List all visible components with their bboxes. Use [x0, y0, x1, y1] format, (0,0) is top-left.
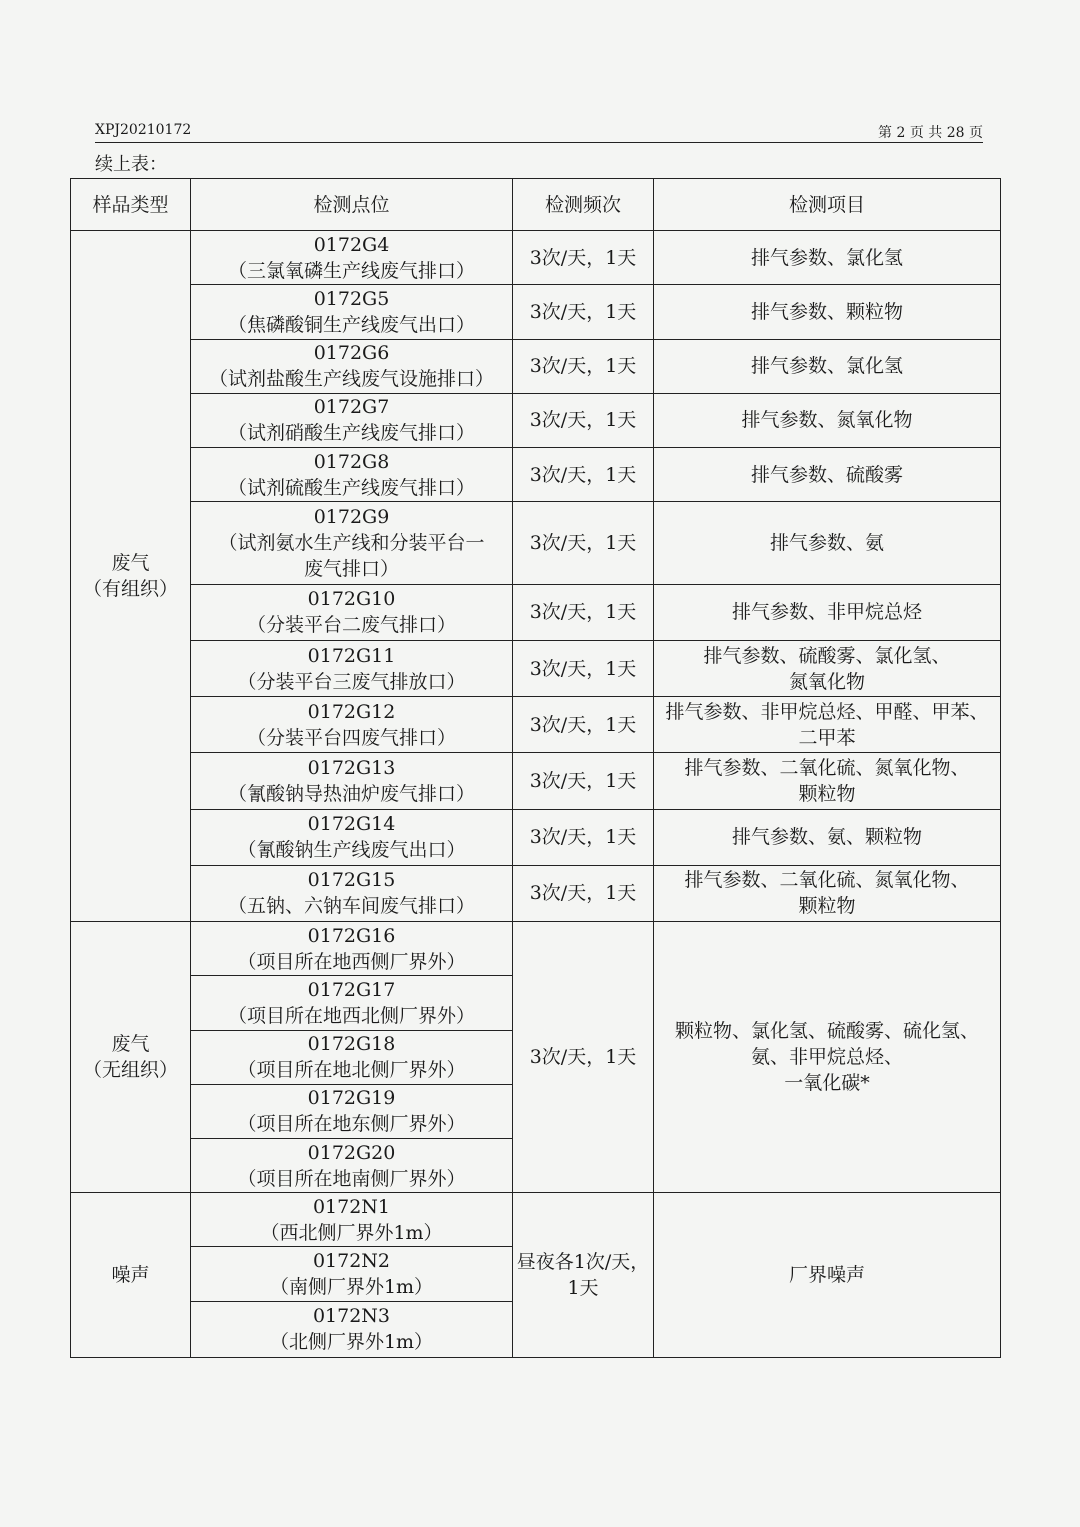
- table-row: [71, 339, 1001, 393]
- sample-type-text: （有组织）: [82, 578, 178, 601]
- location-cell: [191, 640, 513, 696]
- location-desc: （项目所在地东侧厂界外）: [237, 1113, 466, 1136]
- items-cell: [654, 448, 1001, 502]
- items-text: 排气参数、氯化氢: [750, 246, 903, 269]
- frequency-cell: [513, 339, 654, 393]
- items-text: 排气参数、硫酸雾: [750, 463, 903, 486]
- location-desc: （试剂硝酸生产线废气排口）: [227, 422, 475, 445]
- location-desc: （五钠、六钠车间废气排口）: [227, 895, 475, 918]
- location-code: 0172N2: [312, 1249, 391, 1272]
- frequency-cell: [513, 865, 654, 921]
- location-desc: （分装平台二废气排口）: [246, 614, 456, 637]
- frequency-cell: [513, 584, 654, 640]
- location-desc: （南侧厂界外1m）: [269, 1275, 434, 1298]
- location-cell: [191, 231, 513, 285]
- location-desc: （氰酸钠导热油炉废气排口）: [227, 782, 475, 805]
- column-header: 检测频次: [513, 179, 654, 231]
- continued-label: 续上表：: [95, 154, 167, 175]
- frequency-cell: [513, 809, 654, 865]
- sample-type-text: （无组织）: [82, 1059, 178, 1082]
- sample-type-cell: [71, 1193, 191, 1358]
- location-cell: [191, 1247, 513, 1301]
- items-cell: [654, 640, 1001, 696]
- location-desc: （试剂硫酸生产线废气排口）: [227, 476, 475, 499]
- frequency-text: 3次/天，1天: [529, 769, 637, 792]
- location-cell: [191, 697, 513, 753]
- items-text: 排气参数、氮氧化物: [741, 409, 913, 432]
- items-text: 排气参数、二氧化硫、氮氧化物、: [684, 869, 970, 892]
- location-desc: （分装平台四废气排口）: [246, 726, 456, 749]
- location-code: 0172N3: [312, 1305, 391, 1328]
- location-code: 0172G15: [307, 869, 396, 892]
- table-row: [71, 865, 1001, 921]
- location-cell: [191, 922, 513, 976]
- table-row: [71, 697, 1001, 753]
- location-cell: [191, 285, 513, 339]
- location-code: 0172G9: [313, 505, 390, 528]
- items-cell: [654, 1193, 1001, 1358]
- frequency-text: 3次/天，1天: [529, 713, 637, 736]
- frequency-text: 3次/天，1天: [529, 463, 637, 486]
- frequency-cell: [513, 1193, 654, 1358]
- items-cell: [654, 339, 1001, 393]
- items-cell: [654, 393, 1001, 447]
- items-text: 排气参数、非甲烷总烃: [731, 601, 922, 624]
- items-text: 一氧化碳*: [784, 1072, 870, 1095]
- location-desc: （项目所在地北侧厂界外）: [237, 1059, 466, 1082]
- frequency-cell: [513, 393, 654, 447]
- table-row: [71, 448, 1001, 502]
- location-cell: [191, 865, 513, 921]
- location-cell: [191, 753, 513, 809]
- column-header: 检测项目: [654, 179, 1001, 231]
- document-number: XPJ20210172: [95, 122, 192, 138]
- location-code: 0172G19: [307, 1087, 396, 1110]
- location-cell: [191, 448, 513, 502]
- items-text: 厂界噪声: [788, 1264, 865, 1287]
- table-row: [71, 584, 1001, 640]
- table-row: [71, 393, 1001, 447]
- frequency-cell: [513, 697, 654, 753]
- location-cell: [191, 393, 513, 447]
- location-code: 0172G16: [307, 924, 396, 947]
- frequency-text: 3次/天，1天: [529, 355, 637, 378]
- items-text: 颗粒物: [798, 782, 856, 805]
- location-code: 0172G10: [307, 588, 396, 611]
- location-desc: （项目所在地西北侧厂界外）: [227, 1004, 475, 1027]
- location-cell: [191, 1193, 513, 1247]
- location-code: 0172G20: [307, 1141, 396, 1164]
- location-desc: （试剂盐酸生产线废气设施排口）: [208, 368, 494, 391]
- frequency-text: 3次/天，1天: [529, 1046, 637, 1069]
- monitoring-table: [70, 178, 1001, 1358]
- frequency-cell: [513, 753, 654, 809]
- table-row: [71, 502, 1001, 584]
- items-text: 排气参数、二氧化硫、氮氧化物、: [684, 756, 970, 779]
- frequency-text: 3次/天，1天: [529, 882, 637, 905]
- location-cell: [191, 976, 513, 1030]
- location-desc: （项目所在地西侧厂界外）: [237, 950, 466, 973]
- table-row: [71, 231, 1001, 285]
- sample-type-text: 废气: [111, 1033, 150, 1056]
- location-desc: （焦磷酸铜生产线废气出口）: [227, 314, 475, 337]
- location-code: 0172G12: [307, 700, 396, 723]
- table-row: [71, 809, 1001, 865]
- sample-type-cell: [71, 231, 191, 922]
- items-cell: [654, 584, 1001, 640]
- frequency-cell: [513, 448, 654, 502]
- items-cell: [654, 865, 1001, 921]
- items-text: 排气参数、氨: [769, 531, 884, 554]
- location-desc: （北侧厂界外1m）: [269, 1331, 434, 1354]
- items-cell: [654, 231, 1001, 285]
- items-cell: [654, 285, 1001, 339]
- location-code: 0172G7: [313, 396, 390, 419]
- location-cell: [191, 584, 513, 640]
- location-code: 0172G17: [307, 978, 396, 1001]
- frequency-text: 3次/天，1天: [529, 826, 637, 849]
- location-code: 0172G6: [313, 342, 390, 365]
- sample-type-text: 废气: [111, 552, 150, 575]
- location-code: 0172G4: [313, 233, 390, 256]
- frequency-cell: [513, 502, 654, 584]
- frequency-cell: [513, 922, 654, 1193]
- location-desc: （项目所在地南侧厂界外）: [237, 1167, 466, 1190]
- location-code: 0172G11: [307, 644, 396, 667]
- items-text: 氮氧化物: [788, 670, 865, 693]
- frequency-cell: [513, 640, 654, 696]
- frequency-text: 3次/天，1天: [529, 301, 637, 324]
- column-header: 样品类型: [71, 179, 191, 231]
- frequency-text: 1天: [567, 1277, 599, 1300]
- frequency-text: 3次/天，1天: [529, 531, 637, 554]
- items-cell: [654, 922, 1001, 1193]
- location-code: 0172N1: [312, 1195, 391, 1218]
- table-row: [71, 922, 1001, 976]
- frequency-cell: [513, 231, 654, 285]
- items-text: 颗粒物: [798, 895, 856, 918]
- location-code: 0172G13: [307, 756, 396, 779]
- sample-type-cell: [71, 922, 191, 1193]
- items-text: 排气参数、非甲烷总烃、甲醛、甲苯、: [665, 700, 989, 723]
- location-desc: （西北侧厂界外1m）: [260, 1221, 443, 1244]
- items-text: 排气参数、氨、颗粒物: [731, 826, 922, 849]
- items-cell: [654, 809, 1001, 865]
- location-cell: [191, 1084, 513, 1138]
- frequency-text: 3次/天，1天: [529, 409, 637, 432]
- items-text: 氨、非甲烷总烃、: [750, 1046, 903, 1069]
- frequency-cell: [513, 285, 654, 339]
- items-cell: [654, 502, 1001, 584]
- location-desc: 废气排口）: [303, 557, 399, 580]
- items-text: 排气参数、氯化氢: [750, 355, 903, 378]
- location-cell: [191, 1301, 513, 1357]
- table-row: [71, 1193, 1001, 1247]
- location-cell: [191, 1138, 513, 1192]
- items-cell: [654, 753, 1001, 809]
- frequency-text: 昼夜各1次/天，: [516, 1251, 650, 1274]
- frequency-text: 3次/天，1天: [529, 657, 637, 680]
- location-cell: [191, 502, 513, 584]
- sample-type-text: 噪声: [111, 1264, 150, 1287]
- page-header: [95, 120, 983, 143]
- location-cell: [191, 809, 513, 865]
- table-row: [71, 285, 1001, 339]
- items-cell: [654, 697, 1001, 753]
- location-desc: （分装平台三废气排放口）: [237, 670, 466, 693]
- location-cell: [191, 339, 513, 393]
- location-desc: （三氯氧磷生产线废气排口）: [227, 259, 475, 282]
- page-info: 第 2 页 共 28 页: [878, 125, 983, 141]
- items-text: 颗粒物、氯化氢、硫酸雾、硫化氢、: [674, 1020, 979, 1043]
- location-desc: （氰酸钠生产线废气出口）: [237, 839, 466, 862]
- frequency-text: 3次/天，1天: [529, 601, 637, 624]
- table-row: [71, 753, 1001, 809]
- location-code: 0172G5: [313, 288, 390, 311]
- location-desc: （试剂氨水生产线和分装平台一: [218, 531, 485, 554]
- items-text: 排气参数、颗粒物: [750, 301, 903, 324]
- frequency-text: 3次/天，1天: [529, 246, 637, 269]
- location-code: 0172G8: [313, 450, 390, 473]
- items-text: 二甲苯: [798, 726, 856, 749]
- column-header: 检测点位: [191, 179, 513, 231]
- location-code: 0172G14: [307, 813, 396, 836]
- location-code: 0172G18: [307, 1033, 396, 1056]
- items-text: 排气参数、硫酸雾、氯化氢、: [703, 644, 951, 667]
- table-row: [71, 640, 1001, 696]
- table-header-row: [71, 179, 1001, 231]
- location-cell: [191, 1030, 513, 1084]
